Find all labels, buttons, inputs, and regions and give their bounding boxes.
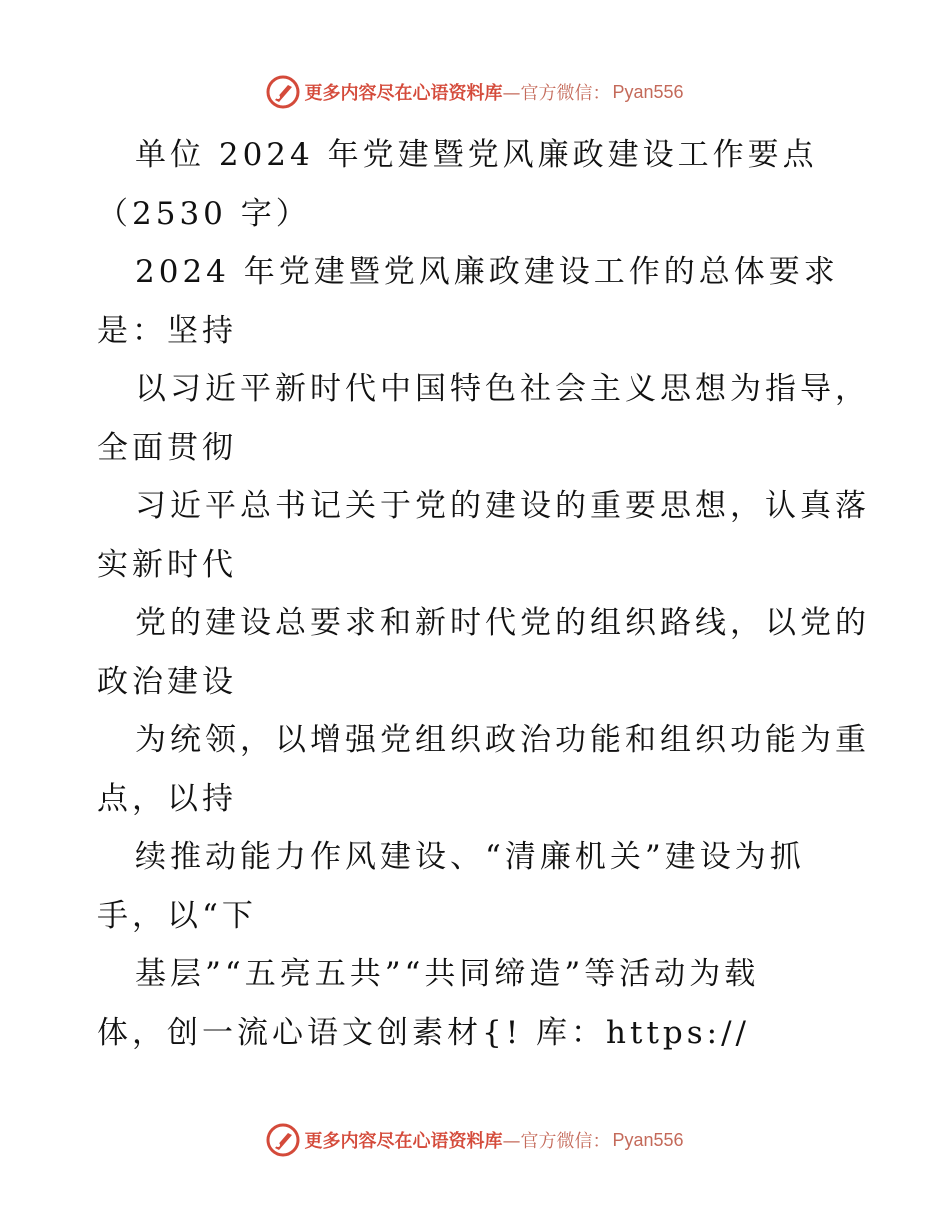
banner-sub-text: —官方微信： <box>502 83 611 104</box>
doc-line: 全面贯彻 <box>97 429 237 466</box>
doc-line: 以习近平新时代中国特色社会主义思想为指导， <box>135 371 870 407</box>
doc-line: 点，以持 <box>97 780 237 817</box>
doc-line: 是：坚持 <box>97 312 237 349</box>
doc-title: 单位 2024 年党建暨党风廉政建设工作要点 <box>135 137 818 173</box>
pen-nib-logo-icon <box>266 75 300 109</box>
document-body <box>97 126 870 1062</box>
footer-watermark-banner <box>0 1120 950 1160</box>
doc-line: 续推动能力作风建设、“清廉机关”建设为抓 <box>135 839 805 875</box>
doc-line: 体，创一流心语文创素材{! 库：https:// <box>97 1014 750 1051</box>
doc-line: 习近平总书记关于党的建设的重要思想，认真落 <box>135 488 870 524</box>
banner-wechat-id: Pyan556 <box>612 81 684 102</box>
doc-line: 为统领，以增强党组织政治功能和组织功能为重 <box>135 722 870 758</box>
doc-line: 手，以“下 <box>97 897 257 934</box>
banner-wechat-id: Pyan556 <box>612 1129 684 1150</box>
banner-main-text: 更多内容尽在心语资料库 <box>304 83 503 104</box>
doc-line: 实新时代 <box>97 546 237 583</box>
doc-line: （2530 字） <box>97 195 311 232</box>
header-watermark-banner <box>0 72 950 112</box>
doc-line: 2024 年党建暨党风廉政建设工作的总体要求 <box>135 254 839 290</box>
doc-line: 党的建设总要求和新时代党的组织路线，以党的 <box>135 605 870 641</box>
doc-line: 基层”“五亮五共”“共同缔造”等活动为载 <box>135 956 760 992</box>
doc-line: 政治建设 <box>97 663 237 700</box>
banner-sub-text: —官方微信： <box>502 1131 611 1152</box>
pen-nib-logo-icon <box>266 1123 300 1157</box>
banner-main-text: 更多内容尽在心语资料库 <box>304 1131 503 1152</box>
